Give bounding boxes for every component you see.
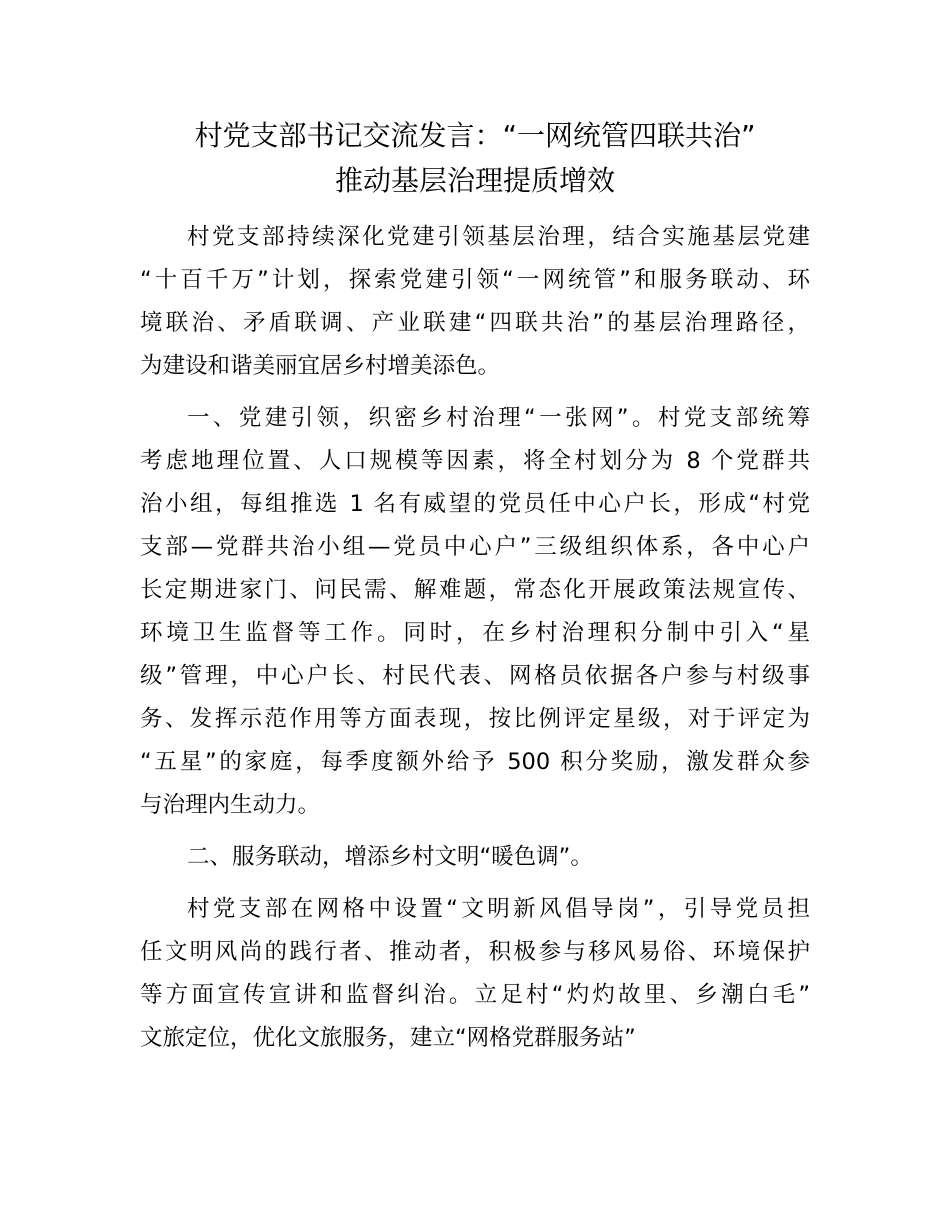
paragraph-2-line-6: 环境卫生监督等工作。同时，在乡村治理积分制中引入“星 — [140, 620, 810, 646]
paragraph-4-line-4: 文旅定位，优化文旅服务，建立“网格党群服务站” — [140, 1025, 636, 1051]
document-title-line-2: 推动基层治理提质增效 — [334, 164, 615, 197]
paragraph-2-line-3: 治小组，每组推选 1 名有威望的党员任中心户长，形成“村党 — [140, 491, 810, 517]
document-title-line-1: 村党支部书记交流发言：“一网统管四联共治” — [194, 119, 756, 152]
paragraph-2-line-1: 一、党建引领，织密乡村治理“一张网”。村党支部统筹 — [187, 405, 810, 431]
paragraph-4-line-3: 等方面宣传宣讲和监督纠治。立足村“灼灼故里、乡潮白毛” — [140, 982, 810, 1008]
paragraph-2-line-2: 考虑地理位置、人口规模等因素，将全村划分为 8 个党群共 — [140, 448, 810, 474]
paragraph-1-line-1: 村党支部持续深化党建引领基层治理，结合实施基层党建 — [187, 224, 810, 250]
paragraph-3-line-1: 二、服务联动，增添乡村文明“暖色调”。 — [187, 844, 593, 870]
paragraph-1-line-3: 境联治、矛盾联调、产业联建“四联共治”的基层治理路径， — [140, 310, 810, 336]
paragraph-1-line-2: “十百千万”计划，探索党建引领“一网统管”和服务联动、环 — [140, 267, 810, 293]
paragraph-2-line-10: 与治理内生动力。 — [140, 792, 321, 818]
paragraph-2-line-9: “五星”的家庭，每季度额外给予 500 积分奖励，激发群众参 — [140, 749, 810, 775]
paragraph-2-line-5: 长定期进家门、问民需、解难题，常态化开展政策法规宣传、 — [140, 577, 810, 603]
paragraph-2-line-7: 级”管理，中心户长、村民代表、网格员依据各户参与村级事 — [140, 663, 810, 689]
paragraph-2-line-4: 支部—党群共治小组—党员中心户”三级组织体系，各中心户 — [140, 534, 810, 560]
paragraph-4-line-2: 任文明风尚的践行者、推动者，积极参与移风易俗、环境保护 — [140, 939, 810, 965]
paragraph-2-line-8: 务、发挥示范作用等方面表现，按比例评定星级，对于评定为 — [140, 706, 810, 732]
paragraph-4-line-1: 村党支部在网格中设置“文明新风倡导岗”，引导党员担 — [187, 896, 810, 922]
paragraph-1-line-4: 为建设和谐美丽宜居乡村增美添色。 — [140, 353, 501, 379]
